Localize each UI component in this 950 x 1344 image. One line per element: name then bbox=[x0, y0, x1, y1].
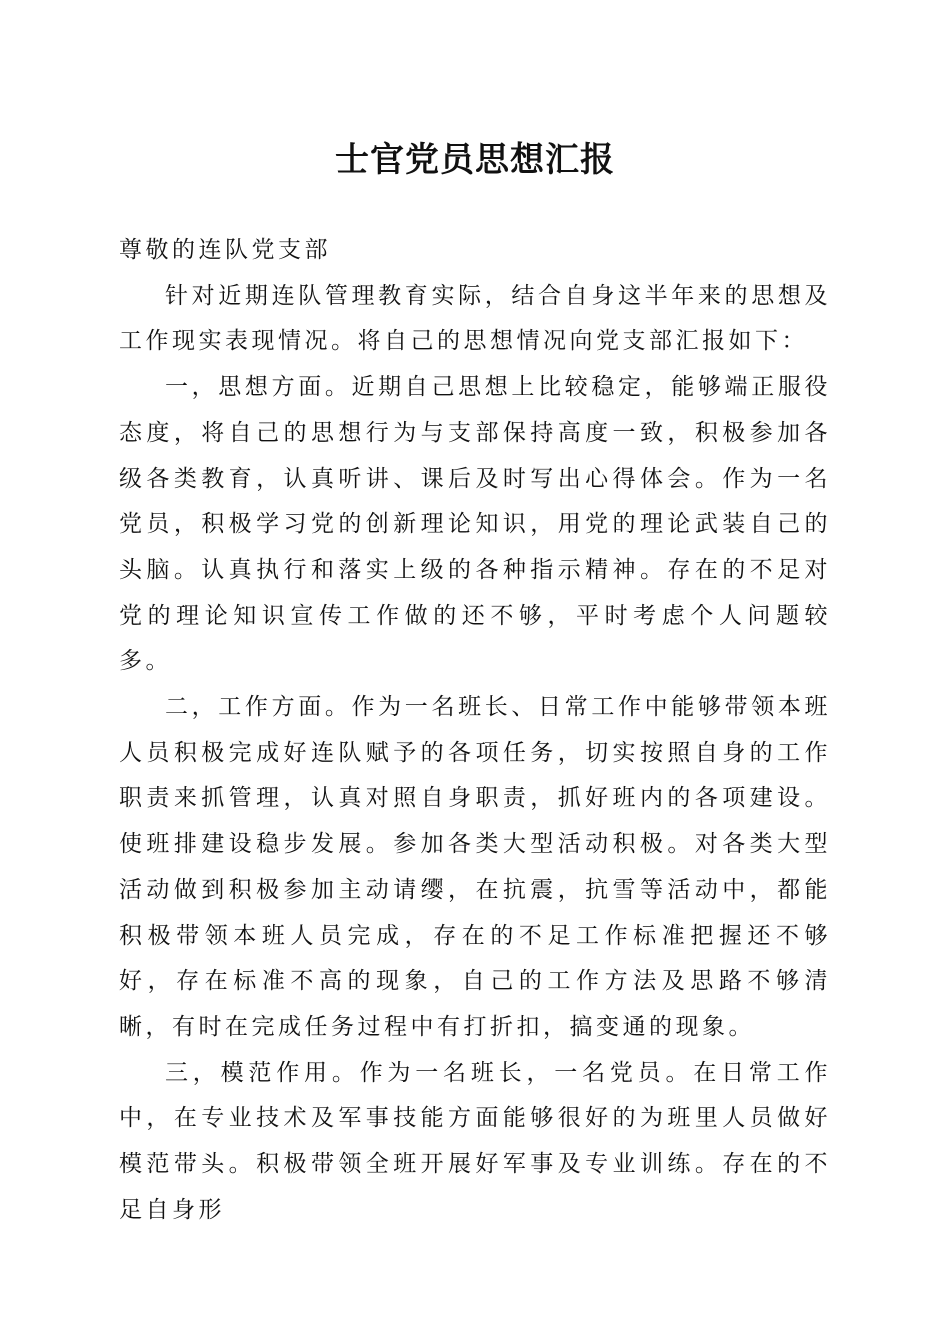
document-body bbox=[119, 228, 831, 1233]
salutation: 尊敬的连队党支部 bbox=[119, 237, 331, 263]
document-title: 士官党员思想汇报 bbox=[335, 140, 615, 180]
paragraph-intro: 针对近期连队管理教育实际，结合自身这半年来的思想及工作现实表现情况。将自己的思想情况向党支部汇报如下： bbox=[119, 282, 831, 355]
paragraph-exemplary: 三，模范作用。作为一名班长，一名党员。在日常工作中，在专业技术及军事技能方面能够很好的为班里人员做好模范带头。积极带领全班开展好军事及专业训练。存在的不足自身形 bbox=[119, 1059, 831, 1223]
paragraph-thought: 一，思想方面。近期自己思想上比较稳定，能够端正服役态度，将自己的思想行为与支部保持高度一致，积极参加各级各类教育，认真听讲、课后及时写出心得体会。作为一名党员，积极学习党的创新理论知识，用党的理论武装自己的头脑。认真执行和落实上级的各种指示精神。存在的不足对党的理论知识宣传工作做的还不够，平时考虑个人问题较多。 bbox=[119, 374, 831, 675]
paragraph-work: 二，工作方面。作为一名班长、日常工作中能够带领本班人员积极完成好连队赋予的各项任务，切实按照自身的工作职责来抓管理，认真对照自身职责，抓好班内的各项建设。使班排建设稳步发展。参加各类大型活动积极。对各类大型活动做到积极参加主动请缨，在抗震，抗雪等活动中，都能积极带领本班人员完成，存在的不足工作标准把握还不够好，存在标准不高的现象，自己的工作方法及思路不够清晰，有时在完成任务过程中有打折扣，搞变通的现象。 bbox=[119, 694, 831, 1040]
